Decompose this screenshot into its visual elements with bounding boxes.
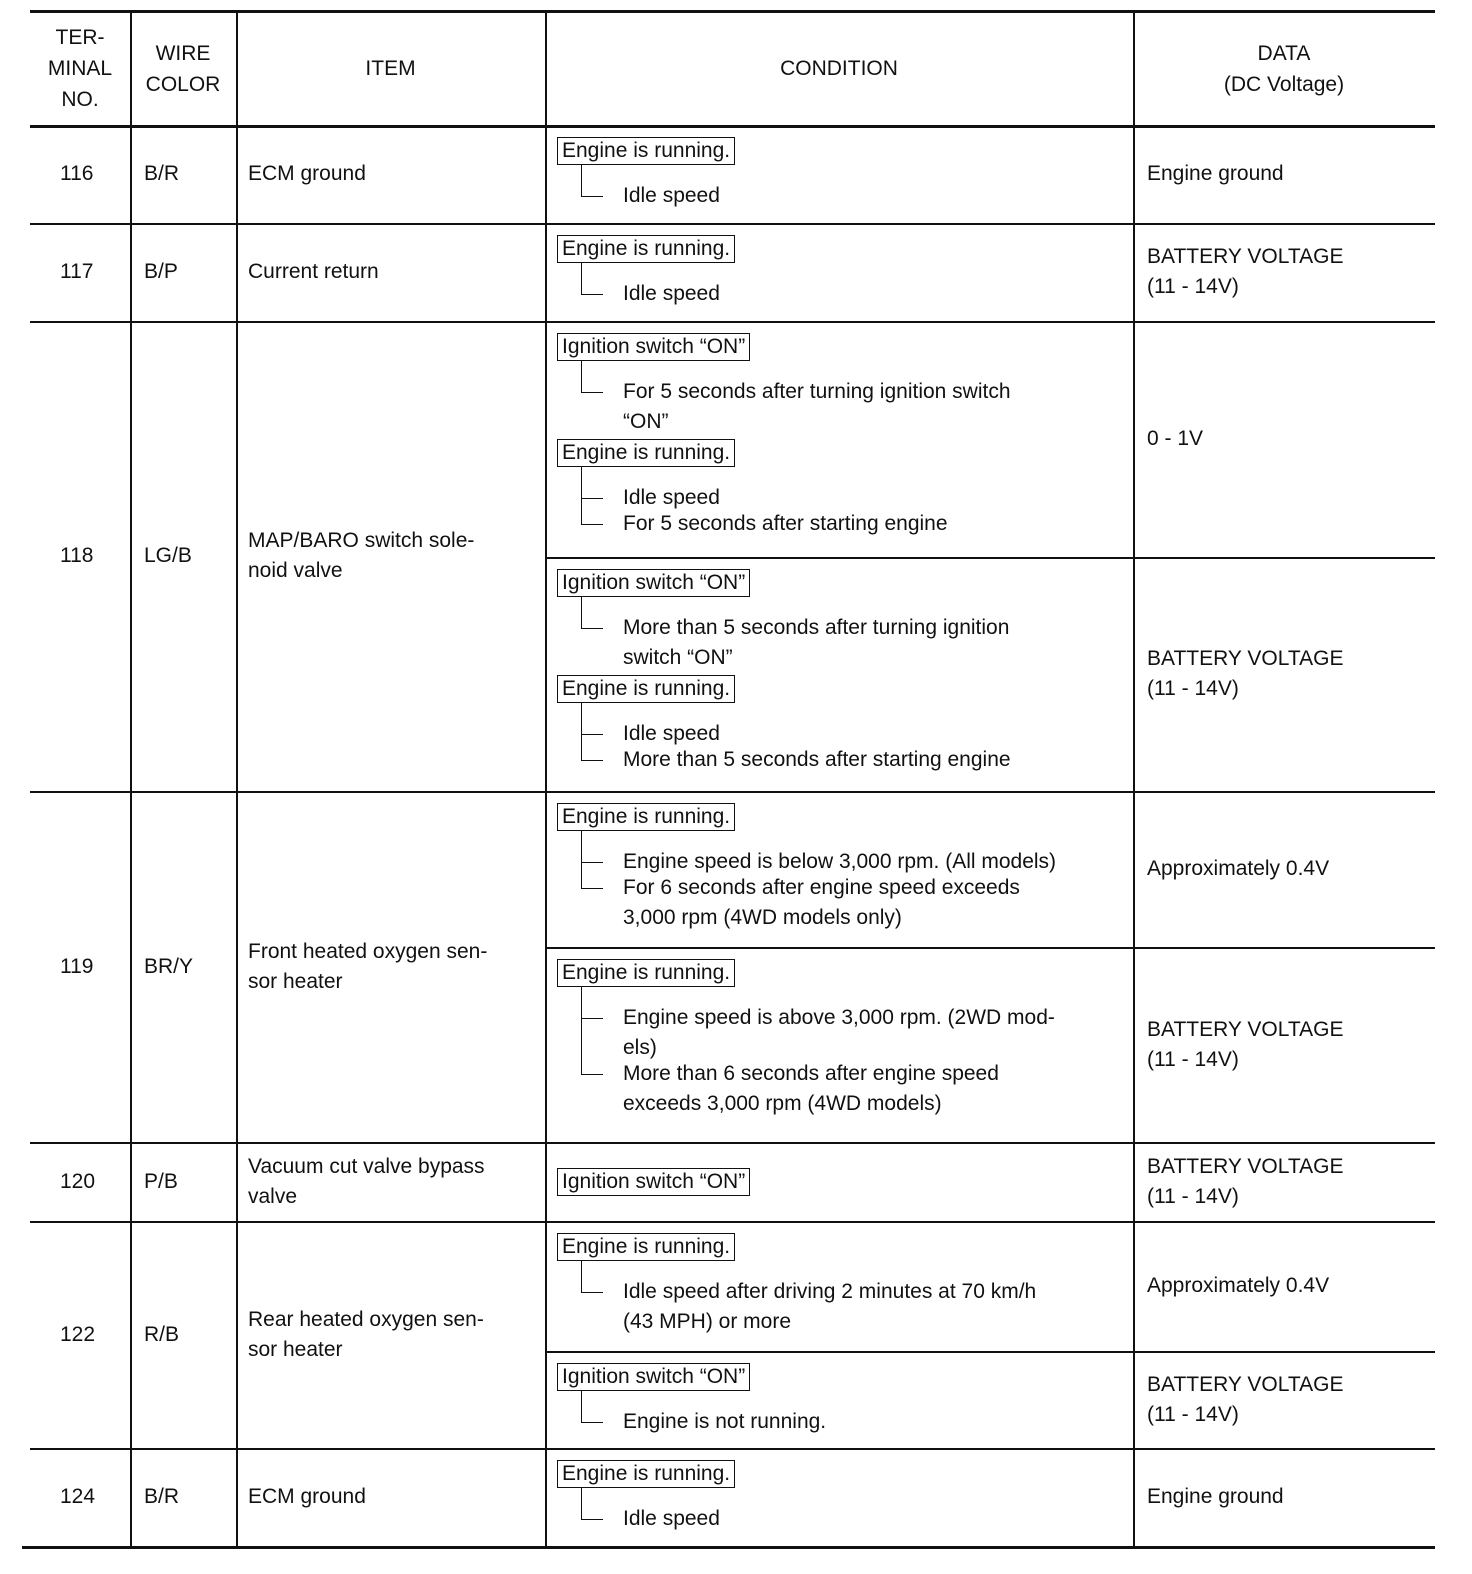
wire-color: B/R — [144, 1485, 180, 1508]
wire-color: B/P — [144, 260, 178, 283]
condition-box: Engine is running. — [557, 803, 735, 831]
row-divider — [30, 1448, 1435, 1450]
column-divider — [236, 10, 238, 1546]
condition-detail: Idle speed — [623, 184, 720, 207]
condition-box: Ignition switch “ON” — [557, 333, 750, 361]
tree-trunk — [581, 987, 582, 1074]
condition-detail: More than 5 seconds after turning ignition switch “ON” — [623, 616, 1010, 669]
condition-detail: For 6 seconds after engine speed exceeds 3,000 rpm (4WD models only) — [623, 876, 1020, 929]
header-bottom-rule — [30, 125, 1435, 128]
item-name: ECM ground — [248, 1485, 366, 1508]
tree-branch — [581, 1018, 603, 1019]
data-value: BATTERY VOLTAGE (11 - 14V) — [1147, 1154, 1344, 1208]
wire-color: BR/Y — [144, 954, 194, 978]
column-divider — [130, 10, 132, 1546]
tree-branch — [581, 862, 603, 863]
condition-box: Engine is running. — [557, 235, 735, 263]
condition-detail: Engine speed is below 3,000 rpm. (All models) — [623, 850, 1057, 873]
item-name: Rear heated oxygen sen- sor heater — [248, 1307, 484, 1361]
data-value: Engine ground — [1147, 1485, 1284, 1508]
table-bottom-rule — [22, 1546, 1435, 1549]
row-divider — [30, 1221, 1435, 1223]
terminal-no: 118 — [60, 544, 94, 567]
tree-branch — [581, 392, 603, 393]
data-value: BATTERY VOLTAGE (11 - 14V) — [1147, 1017, 1344, 1071]
tree-branch — [581, 1519, 603, 1520]
tree-trunk — [581, 597, 582, 628]
data-value: Engine ground — [1147, 162, 1284, 185]
condition-box: Engine is running. — [557, 137, 735, 165]
condition-detail: For 5 seconds after starting engine — [623, 512, 948, 535]
tree-branch — [581, 294, 603, 295]
item-name: ECM ground — [248, 162, 366, 185]
condition-detail: Idle speed — [623, 1507, 720, 1530]
condition-box: Engine is running. — [557, 1460, 735, 1488]
data-value: 0 - 1V — [1147, 427, 1204, 450]
terminal-no: 117 — [60, 260, 94, 283]
column-divider — [1133, 10, 1135, 1546]
wire-color: R/B — [144, 1322, 180, 1346]
header-terminal-no: TER- MINAL NO. — [47, 26, 113, 111]
condition-detail: More than 6 seconds after engine speed exceeds 3,000 rpm (4WD models) — [623, 1062, 999, 1115]
header-wire-color: WIRE COLOR — [145, 41, 221, 96]
header-data: DATA (DC Voltage) — [1223, 41, 1345, 96]
tree-trunk — [581, 165, 582, 196]
item-name: MAP/BARO switch sole- noid valve — [248, 529, 475, 582]
condition-detail: For 5 seconds after turning ignition switch “ON” — [623, 380, 1011, 433]
tree-trunk — [581, 263, 582, 294]
terminal-no: 119 — [60, 954, 94, 978]
condition-divider — [545, 557, 1435, 559]
wire-color: LG/B — [144, 544, 192, 567]
tree-branch — [581, 1422, 603, 1423]
tree-branch — [581, 628, 603, 629]
condition-box: Engine is running. — [557, 1233, 735, 1261]
wire-color: B/R — [144, 162, 180, 185]
header-condition: CONDITION — [780, 57, 898, 80]
item-name: Front heated oxygen sen- sor heater — [248, 939, 488, 993]
tree-trunk — [581, 1488, 582, 1519]
tree-trunk — [581, 1391, 582, 1422]
tree-branch — [581, 760, 603, 761]
condition-box: Ignition switch “ON” — [557, 1168, 750, 1196]
condition-box: Engine is running. — [557, 675, 735, 703]
data-value: Approximately 0.4V — [1147, 1274, 1330, 1297]
condition-detail: More than 5 seconds after starting engine — [623, 748, 1011, 771]
tree-branch — [581, 524, 603, 525]
row-divider — [30, 321, 1435, 323]
condition-box: Engine is running. — [557, 959, 735, 987]
condition-divider — [545, 947, 1435, 949]
tree-trunk — [581, 831, 582, 888]
data-value: Approximately 0.4V — [1147, 857, 1330, 880]
item-name: Current return — [248, 260, 379, 283]
tree-branch — [581, 196, 603, 197]
condition-detail: Engine is not running. — [623, 1410, 827, 1433]
row-divider — [30, 1142, 1435, 1144]
condition-divider — [545, 1351, 1435, 1353]
terminal-no: 124 — [60, 1485, 96, 1508]
tree-branch — [581, 734, 603, 735]
data-value: BATTERY VOLTAGE (11 - 14V) — [1147, 245, 1344, 298]
column-divider — [545, 10, 547, 1546]
condition-detail: Idle speed — [623, 486, 720, 509]
wire-color: P/B — [144, 1169, 178, 1193]
condition-detail: Idle speed after driving 2 minutes at 70 km/h (43 MPH) or more — [623, 1280, 1037, 1333]
condition-box: Ignition switch “ON” — [557, 1363, 750, 1391]
data-value: BATTERY VOLTAGE (11 - 14V) — [1147, 1372, 1344, 1426]
condition-box: Engine is running. — [557, 439, 735, 467]
tree-branch — [581, 888, 603, 889]
terminal-no: 116 — [60, 162, 94, 185]
tree-branch — [581, 1292, 603, 1293]
header-item: ITEM — [365, 57, 416, 80]
tree-branch — [581, 498, 603, 499]
tree-trunk — [581, 1261, 582, 1292]
tree-trunk — [581, 361, 582, 392]
data-value: BATTERY VOLTAGE (11 - 14V) — [1147, 647, 1344, 700]
condition-detail: Idle speed — [623, 722, 720, 745]
item-name: Vacuum cut valve bypass valve — [248, 1154, 485, 1208]
tree-trunk — [581, 467, 582, 524]
condition-detail: Engine speed is above 3,000 rpm. (2WD mod- els) — [623, 1006, 1055, 1059]
tree-trunk — [581, 703, 582, 760]
row-divider — [30, 223, 1435, 225]
terminal-no: 122 — [60, 1322, 96, 1346]
terminal-no: 120 — [60, 1169, 96, 1193]
row-divider — [30, 791, 1435, 793]
tree-branch — [581, 1074, 603, 1075]
condition-detail: Idle speed — [623, 282, 720, 305]
condition-box: Ignition switch “ON” — [557, 569, 750, 597]
